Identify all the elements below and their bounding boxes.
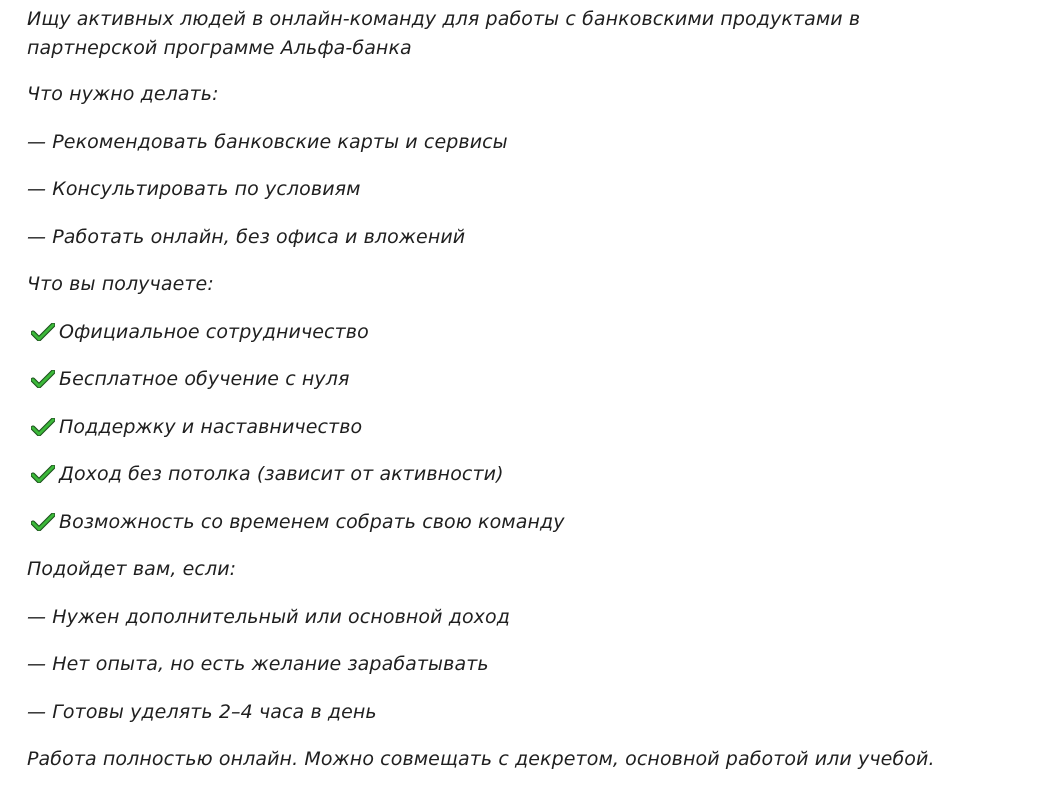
benefit-item bbox=[27, 508, 1037, 556]
benefit-item bbox=[27, 460, 1037, 508]
benefit-label: Бесплатное обучение с нуля bbox=[59, 368, 350, 390]
duty-item: — Работать онлайн, без офиса и вложений bbox=[27, 225, 466, 248]
fit-item: — Нет опыта, но есть желание зарабатывать bbox=[27, 653, 489, 675]
duty-item: — Рекомендовать банковские карты и сервисы bbox=[27, 130, 508, 153]
check-mark-icon bbox=[30, 365, 56, 393]
check-mark-icon bbox=[30, 508, 56, 536]
closing-text: Работа полностью онлайн. Можно совмещать с декретом, основной работой или учебой. bbox=[27, 748, 935, 770]
benefits-heading: Что вы получаете: bbox=[27, 273, 214, 295]
benefit-label: Возможность со временем собрать свою команду bbox=[59, 510, 565, 533]
duties-heading: Что нужно делать: bbox=[27, 83, 219, 105]
fit-item: — Готовы уделять 2–4 часа в день bbox=[27, 700, 377, 723]
fit-heading: Подойдет вам, если: bbox=[27, 558, 237, 580]
fit-item: — Нужен дополнительный или основной доход bbox=[27, 605, 510, 628]
duty-item: — Консультировать по условиям bbox=[27, 178, 361, 200]
check-mark-icon bbox=[30, 460, 56, 488]
benefit-label: Официальное сотрудничество bbox=[59, 320, 369, 343]
post-body bbox=[27, 5, 1037, 793]
benefit-item bbox=[27, 413, 1037, 461]
benefit-item bbox=[27, 318, 1037, 366]
check-mark-icon bbox=[30, 318, 56, 346]
benefit-label: Доход без потолка (зависит от активности) bbox=[59, 463, 504, 485]
check-mark-icon bbox=[30, 413, 56, 441]
intro-text: Ищу активных людей в онлайн-команду для работы с банковскими продуктами в партнерской программе Альфа-банка bbox=[27, 8, 861, 59]
benefit-label: Поддержку и наставничество bbox=[59, 415, 363, 438]
benefit-item bbox=[27, 365, 1037, 413]
